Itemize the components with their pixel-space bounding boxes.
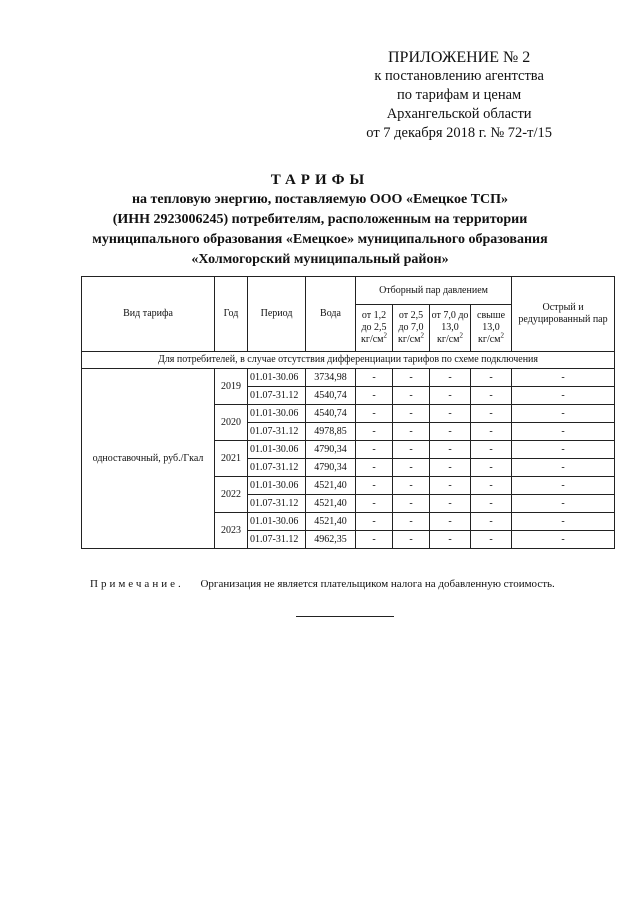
- appendix-line: по тарифам и ценам: [397, 87, 522, 103]
- header-sharp-steam: Острый и редуцированный пар: [512, 277, 615, 352]
- empty-value-cell: -: [356, 531, 393, 549]
- empty-value-cell: -: [471, 405, 512, 423]
- period-cell: 01.07-31.12: [248, 531, 306, 549]
- water-value-cell: 3734,98: [306, 369, 356, 387]
- empty-value-cell: -: [393, 513, 430, 531]
- water-value-cell: 4790,34: [306, 459, 356, 477]
- water-value-cell: 4540,74: [306, 387, 356, 405]
- empty-value-cell: -: [393, 369, 430, 387]
- note-text: Организация не является плательщиком налога на добавленную стоимость.: [200, 578, 555, 590]
- empty-value-cell: -: [512, 531, 615, 549]
- tariff-table: [81, 276, 615, 549]
- empty-value-cell: -: [356, 405, 393, 423]
- document-title: [60, 170, 580, 270]
- period-cell: 01.07-31.12: [248, 459, 306, 477]
- empty-value-cell: -: [356, 513, 393, 531]
- period-cell: 01.01-30.06: [248, 477, 306, 495]
- empty-value-cell: -: [471, 423, 512, 441]
- empty-value-cell: -: [430, 423, 471, 441]
- appendix-line: Архангельской области: [386, 106, 532, 122]
- note-label: Примечание.: [90, 578, 184, 590]
- empty-value-cell: -: [512, 495, 615, 513]
- appendix-line: к постановлению агентства: [374, 68, 544, 84]
- section-row: Для потребителей, в случае отсутствия дифференциации тарифов по схеме подключения: [82, 352, 615, 369]
- period-cell: 01.01-30.06: [248, 441, 306, 459]
- empty-value-cell: -: [356, 495, 393, 513]
- period-cell: 01.07-31.12: [248, 423, 306, 441]
- empty-value-cell: -: [430, 405, 471, 423]
- table-row: [82, 369, 615, 387]
- empty-value-cell: -: [471, 459, 512, 477]
- empty-value-cell: -: [512, 387, 615, 405]
- period-cell: 01.01-30.06: [248, 405, 306, 423]
- year-cell: 2022: [215, 477, 248, 513]
- water-value-cell: 4962,35: [306, 531, 356, 549]
- empty-value-cell: -: [512, 459, 615, 477]
- empty-value-cell: -: [356, 423, 393, 441]
- year-cell: 2023: [215, 513, 248, 549]
- header-water: Вода: [306, 277, 356, 352]
- header-tariff-type: Вид тарифа: [82, 277, 215, 352]
- empty-value-cell: -: [393, 441, 430, 459]
- empty-value-cell: -: [471, 531, 512, 549]
- empty-value-cell: -: [512, 513, 615, 531]
- empty-value-cell: -: [356, 477, 393, 495]
- appendix-block: [366, 48, 552, 143]
- empty-value-cell: -: [393, 531, 430, 549]
- period-cell: 01.07-31.12: [248, 495, 306, 513]
- empty-value-cell: -: [393, 387, 430, 405]
- water-value-cell: 4790,34: [306, 441, 356, 459]
- empty-value-cell: -: [471, 387, 512, 405]
- water-value-cell: 4540,74: [306, 405, 356, 423]
- empty-value-cell: -: [430, 387, 471, 405]
- empty-value-cell: -: [471, 369, 512, 387]
- empty-value-cell: -: [512, 477, 615, 495]
- water-value-cell: 4978,85: [306, 423, 356, 441]
- empty-value-cell: -: [356, 459, 393, 477]
- year-cell: 2021: [215, 441, 248, 477]
- header-pressure-4: свыше 13,0 $кг/см^2$: [471, 305, 512, 352]
- title-line: на тепловую энергию, поставляемую ООО «Емецкое ТСП»: [131, 192, 509, 207]
- appendix-number: ПРИЛОЖЕНИЕ № 2: [387, 49, 531, 66]
- header-year: Год: [215, 277, 248, 352]
- period-cell: 01.01-30.06: [248, 369, 306, 387]
- title-main: ТАРИФЫ: [270, 172, 370, 188]
- empty-value-cell: -: [393, 459, 430, 477]
- appendix-date: от 7 декабря 2018 г. № 72-т/15: [366, 125, 552, 141]
- empty-value-cell: -: [512, 369, 615, 387]
- empty-value-cell: -: [512, 405, 615, 423]
- empty-value-cell: -: [393, 495, 430, 513]
- empty-value-cell: -: [430, 495, 471, 513]
- empty-value-cell: -: [430, 459, 471, 477]
- empty-value-cell: -: [512, 423, 615, 441]
- empty-value-cell: -: [430, 513, 471, 531]
- period-cell: 01.07-31.12: [248, 387, 306, 405]
- empty-value-cell: -: [430, 369, 471, 387]
- empty-value-cell: -: [356, 441, 393, 459]
- header-pressure-3: от 7,0 до 13,0 $кг/см^2$: [430, 305, 471, 352]
- empty-value-cell: -: [393, 405, 430, 423]
- water-value-cell: 4521,40: [306, 513, 356, 531]
- closing-line: [296, 616, 394, 617]
- empty-value-cell: -: [393, 423, 430, 441]
- empty-value-cell: -: [471, 495, 512, 513]
- header-steam-group: Отборный пар давлением: [356, 277, 512, 305]
- empty-value-cell: -: [356, 369, 393, 387]
- empty-value-cell: -: [471, 477, 512, 495]
- empty-value-cell: -: [512, 441, 615, 459]
- empty-value-cell: -: [471, 441, 512, 459]
- year-cell: 2020: [215, 405, 248, 441]
- water-value-cell: 4521,40: [306, 495, 356, 513]
- empty-value-cell: -: [430, 531, 471, 549]
- empty-value-cell: -: [471, 513, 512, 531]
- empty-value-cell: -: [430, 477, 471, 495]
- water-value-cell: 4521,40: [306, 477, 356, 495]
- header-pressure-2: от 2,5 до 7,0 $кг/см^2$: [393, 305, 430, 352]
- header-pressure-1: от 1,2 до 2,5 $кг/см^2$: [356, 305, 393, 352]
- title-line: «Холмогорский муниципальный район»: [191, 252, 449, 267]
- year-cell: 2019: [215, 369, 248, 405]
- empty-value-cell: -: [393, 477, 430, 495]
- title-line: (ИНН 2923006245) потребителям, расположенным на территории: [112, 212, 528, 227]
- note: [90, 578, 555, 590]
- empty-value-cell: -: [430, 441, 471, 459]
- header-period: Период: [248, 277, 306, 352]
- title-line: муниципального образования «Емецкое» муниципального образования: [92, 232, 548, 247]
- period-cell: 01.01-30.06: [248, 513, 306, 531]
- tariff-name-cell: одноставочный, руб./Гкал: [82, 369, 215, 549]
- empty-value-cell: -: [356, 387, 393, 405]
